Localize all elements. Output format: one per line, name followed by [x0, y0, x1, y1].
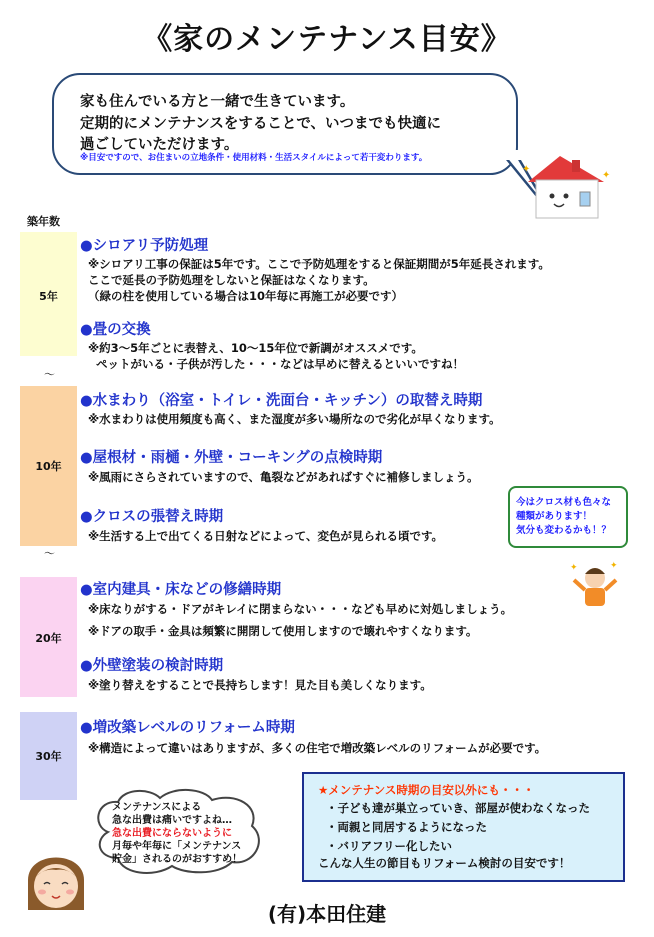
section-text: ※約3～5年ごとに表替え、10～15年位で新調がオススメです。	[88, 341, 423, 355]
section-text: ※生活する上で出てくる日射などによって、変色が見られる頃です。	[88, 529, 444, 543]
intro-note: ※目安ですので、お住まいの立地条件・使用材料・生活スタイルによって若干変わります。	[80, 153, 428, 163]
section-text: ※塗り替えをすることで長持ちします！見た目も美しくなります。	[88, 678, 432, 692]
age-column-label: 築年数	[27, 215, 60, 228]
section-text: ※水まわりは使用頻度も高く、また湿度が多い場所なので劣化が早くなります。	[88, 412, 501, 426]
section-heading: ●クロスの張替え時期	[80, 509, 224, 525]
svg-text:✦: ✦	[522, 164, 531, 175]
band-label: 20年	[35, 632, 62, 645]
section-heading: ●屋根材・雨樋・外壁・コーキングの点検時期	[80, 450, 383, 466]
page-title: 《家のメンテナンス目安》	[142, 22, 512, 57]
section-heading: ●外壁塗装の検討時期	[80, 658, 224, 674]
svg-text:✦: ✦	[610, 561, 618, 571]
company-name: (有)本田住建	[267, 902, 387, 926]
life-event-item: ・バリアフリー化したい	[326, 839, 453, 853]
tip-line: 種類があります！	[516, 511, 593, 522]
life-event-item: ・両親と同居するようになった	[326, 820, 487, 834]
house-illustration	[520, 152, 612, 222]
section-heading: ●シロアリ予防処理	[80, 238, 209, 254]
intro-line: 家も住んでいる方と一緒で生きています。	[80, 94, 355, 110]
section-text: ※ドアの取手・金具は頻繁に開閉して使用しますので壊れやすくなります。	[88, 624, 478, 638]
section-heading: ●水まわり（浴室・トイレ・洗面台・キッチン）の取替え時期	[80, 393, 483, 409]
child-illustration	[570, 560, 620, 610]
intro-line: 過ごしていただけます。	[80, 137, 239, 153]
range-tilde: ～	[44, 547, 55, 560]
cloud-line: 急な出費は痛いですよね…	[112, 815, 232, 826]
cloud-line: 月毎や年毎に「メンテナンス	[112, 841, 242, 852]
section-heading: ●畳の交換	[80, 322, 151, 338]
tip-line: 気分も変わるかも！？	[516, 525, 612, 536]
band-label: 5年	[39, 290, 58, 303]
section-text: ※シロアリ工事の保証は5年です。ここで予防処理をすると保証期間が5年延長されます。	[88, 257, 550, 271]
tip-line: 今はクロス材も色々な	[516, 497, 612, 508]
section-text: ※床なりがする・ドアがキレイに閉まらない・・・なども早めに対処しましょう。	[88, 602, 513, 616]
section-text: ペットがいる・子供が汚した・・・などは早めに替えるといいですね！	[96, 357, 464, 371]
section-heading: ●室内建具・床などの修繕時期	[80, 582, 282, 598]
section-text: ※風雨にさらされていますので、亀裂などがあればすぐに補修しましょう。	[88, 470, 479, 484]
intro-line: 定期的にメンテナンスをすることで、いつまでも快適に	[80, 116, 442, 132]
svg-text:✦: ✦	[602, 170, 611, 181]
section-text: （緑の柱を使用している場合は10年毎に再施工が必要です）	[88, 289, 404, 303]
section-text: ここで延長の予防処理をしないと保証はなくなります。	[88, 273, 375, 287]
svg-text:✦: ✦	[570, 563, 578, 573]
cloud-line: メンテナンスによる	[112, 802, 202, 813]
cloud-line: 貯金」されるのがおすすめ！	[112, 854, 243, 865]
cloud-line-highlight: 急な出費にならないように	[112, 828, 232, 839]
range-tilde: ～	[44, 368, 55, 381]
life-events-footer: こんな人生の節目もリフォーム検討の目安です！	[318, 856, 571, 870]
life-events-title: ★メンテナンス時期の目安以外にも・・・	[318, 783, 535, 797]
section-text: ※構造によって違いはありますが、多くの住宅で増改築レベルのリフォームが必要です。	[88, 741, 547, 755]
band-label: 10年	[35, 460, 62, 473]
section-heading: ●増改築レベルのリフォーム時期	[80, 720, 295, 736]
life-event-item: ・子ども達が巣立っていき、部屋が使わなくなった	[326, 801, 591, 815]
band-label: 30年	[35, 750, 62, 763]
